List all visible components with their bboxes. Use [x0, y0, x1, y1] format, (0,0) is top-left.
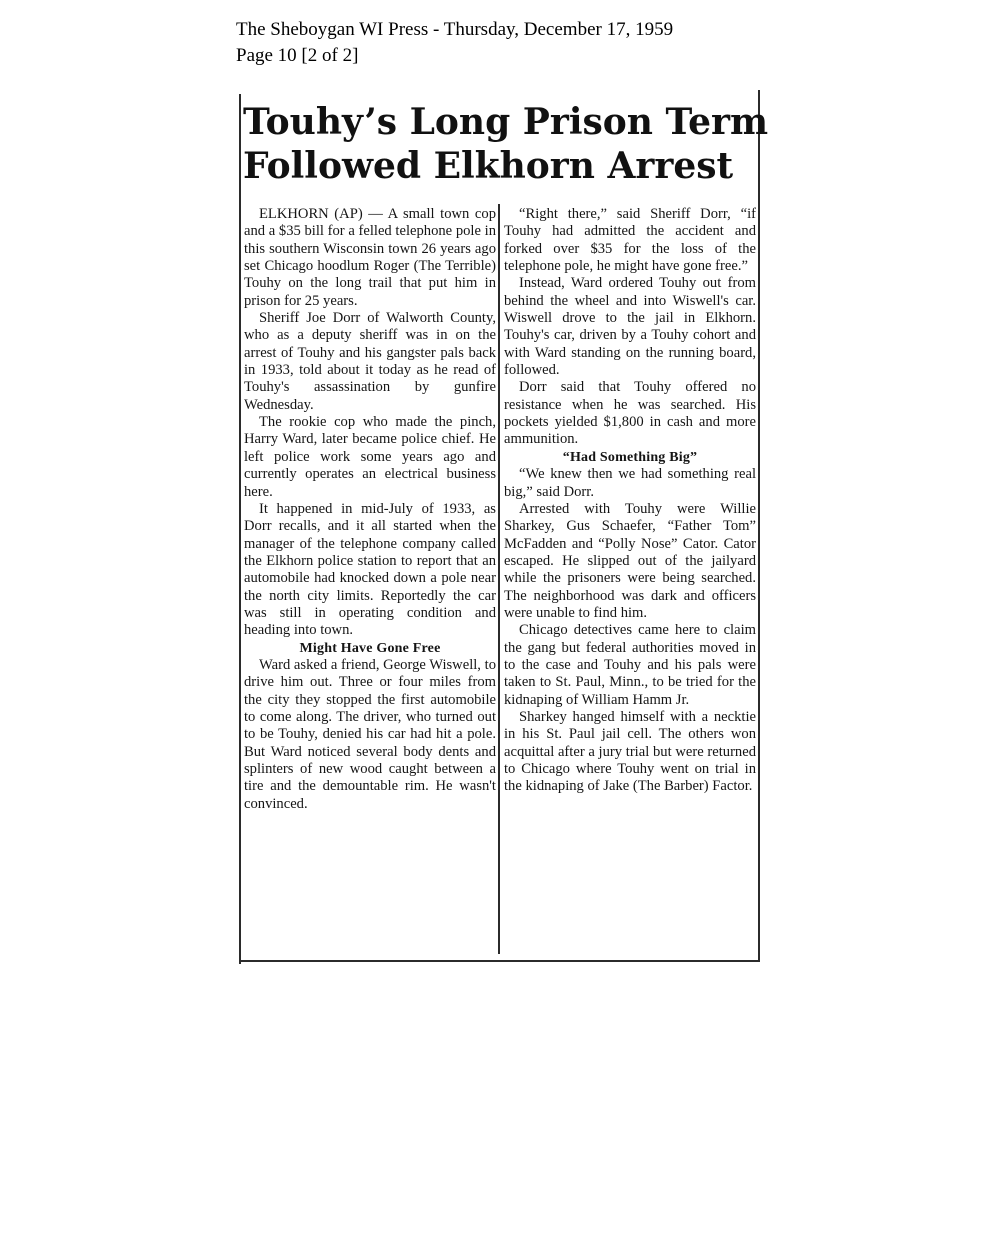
clipping-left-border — [239, 94, 241, 964]
headline-line-2: Followed Elkhorn Arrest — [243, 145, 734, 187]
paragraph: Chicago detectives came here to claim the gang but federal authorities moved in to the case and Touhy and his pals were taken to St. Paul, Minn., to be tried for the kidnaping of William Hamm Jr. — [504, 622, 756, 708]
subheading: “Had Something Big” — [562, 449, 698, 465]
paragraph: Ward asked a friend, George Wiswell, to drive him out. Three or four miles from the city they stopped the first automobile to come along. The driver, who turned out to be Touhy, denied his car had hit a pole. But Ward noticed several body dents and splinters of new wood caught between a tire and the demountable rim. He wasn't convinced. — [244, 656, 496, 812]
paragraph: It happened in mid-July of 1933, as Dorr recalls, and it all started when the manager of the telephone company called the Elkhorn police station to report that an automobile had knocked down a pole near the north city limits. Reportedly the car was still in operating condition and heading into town. — [244, 500, 496, 639]
paragraph: Arrested with Touhy were Willie Sharkey, Gus Schaefer, “Father Tom” McFadden and “Polly Nose” Cator. Cator escaped. He slipped out of the jailyard while the prisoners were being searched. The neighborhood was dark and officers were unable to find him. — [504, 500, 756, 621]
paragraph: Dorr said that Touhy offered no resistance when he was searched. His pockets yielded $1,800 in cash and more ammunition. — [504, 379, 756, 448]
source-header-page: Page 10 [2 of 2] — [236, 45, 359, 66]
headline-line-1: Touhy’s Long Prison Term — [243, 101, 769, 143]
paragraph: Instead, Ward ordered Touhy out from behind the wheel and into Wiswell's car. Wiswell drove to the jail in Elkhorn. Touhy's car, driven by a Touhy cohort and with Ward standing on the running board, followed. — [504, 275, 756, 379]
paragraph: “We knew then we had something real big,” said Dorr. — [504, 466, 756, 500]
paragraph: ELKHORN (AP) — A small town cop and a $35 bill for a felled telephone pole in this southern Wisconsin town 26 years ago set Chicago hoodlum Roger (The Terrible) Touhy on the long trail that put him in prison for 25 years. — [244, 206, 496, 309]
paragraph: Sheriff Joe Dorr of Walworth County, who as a deputy sheriff was in on the arrest of Touhy and his gangster pals back in 1933, told about it today as he read of Touhy's assassination by gunfire Wednesday. — [244, 310, 496, 413]
newspaper-clipping — [239, 88, 769, 970]
column-divider — [498, 204, 500, 954]
clipping-right-border — [758, 90, 760, 962]
source-header-title: The Sheboygan WI Press - Thursday, December 17, 1959 — [236, 19, 674, 40]
subheading: Might Have Gone Free — [299, 640, 441, 656]
article-column-right — [504, 206, 756, 796]
paragraph: “Right there,” said Sheriff Dorr, “if Touhy had admitted the accident and forked over $35 for the loss of the telephone pole, he might have gone free.” — [504, 206, 756, 275]
article-column-left — [244, 206, 496, 813]
article-headline — [243, 100, 769, 188]
clipping-bottom-border — [241, 960, 758, 962]
paragraph: The rookie cop who made the pinch, Harry Ward, later became police chief. He left police work some years ago and currently operates an electrical business here. — [244, 414, 496, 500]
paragraph: Sharkey hanged himself with a necktie in his St. Paul jail cell. The others won acquittal after a jury trial but were returned to Chicago where Touhy went on trial in the kidnaping of Jake (The Barber) Factor. — [504, 708, 756, 795]
